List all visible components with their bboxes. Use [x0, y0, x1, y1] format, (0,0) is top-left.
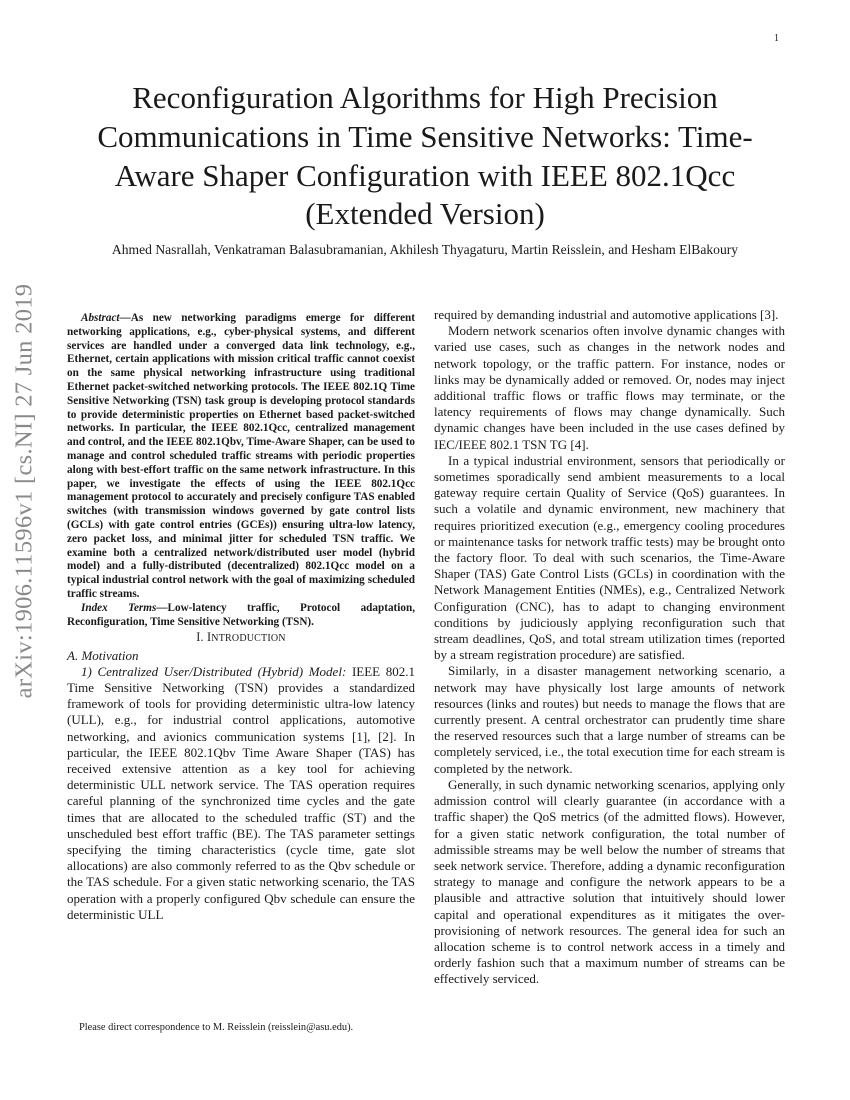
page-number: 1 — [774, 33, 779, 44]
section-heading — [67, 629, 415, 647]
section-title-initial: I — [207, 630, 212, 645]
index-terms-text: —Low-latency traffic, Protocol adaptation, Reconfiguration, Time Sensitive Networking (TSN). — [67, 601, 415, 628]
section-number: I. — [196, 630, 204, 645]
body-paragraph: Generally, in such dynamic networking scenarios, applying only admission control will clearly guarantee (in accordance with a traffic shaper) the QoS metrics (of the admitted flows). However, for a given static network configuration, the total number of admissible streams may be well below the number of streams that seek network service. Therefore, adding a dynamic reconfiguration strategy to manage and configure the network appears to be a plausible and attractive solution that intuitively should lower capital and operational expenditures as it mitigates the over-provisioning of network resources. The general idea for such an allocation scheme is to control network access in a timely and orderly fashion such that a maximum number of streams can be effectively serviced. — [434, 776, 785, 987]
arxiv-identifier-text: arXiv:1906.11596v1 [cs.NI] 27 Jun 2019 — [10, 283, 38, 699]
index-terms — [67, 602, 415, 630]
body-paragraph: Similarly, in a disaster management networking scenario, a network may have physically lost large amounts of network resources (links and routes) but needs to manage the flows that are currently present. A central orchestrator can prudently time share the reserved resources such that a large number of streams can be completely serviced, i.e., the total execution time for each stream is completed by the network. — [434, 663, 785, 776]
paper-title: Reconfiguration Algorithms for High Precision Communications in Time Sensitive Networks: Time-Aware Shaper Configuration with IEEE 802.1Qcc (Extended Version) — [97, 80, 753, 232]
body-paragraph — [67, 664, 415, 923]
body-paragraph: required by demanding industrial and automotive applications [3]. — [434, 307, 779, 322]
paragraph-lead: 1) Centralized User/Distributed (Hybrid) Model: — [81, 663, 347, 679]
correspondence-footnote: Please direct correspondence to M. Reisslein (reisslein@asu.edu). — [79, 1022, 354, 1033]
author-list: Ahmed Nasrallah, Venkatraman Balasubramanian, Akhilesh Thyagaturu, Martin Reisslein, and Hesham ElBakoury — [111, 242, 739, 257]
abstract — [67, 312, 415, 602]
paragraph-text: IEEE 802.1 Time Sensitive Networking (TSN) provides a standardized framework of tools for providing deterministic ultra-low latency (ULL), e.g., for industrial control applications, automotive networking, and avionics communication systems [1], [2]. In particular, the IEEE 802.1Qbv Time Aware Shaper (TAS) has received extensive attention as a key tool for achieving deterministic ULL network service. The TAS operation requires careful planning of the synchronized time cycles and the gate times that are allocated to the scheduled traffic (ST) and the unscheduled best effort traffic (BE). The TAS parameter settings specifying the timing characteristics (cycle time, gate slot allocations) are also commonly referred to as the Qbv schedule or the TAS schedule. For a given static networking scenario, the TAS operation with a properly configured Qbv schedule can ensure the deterministic ULL — [67, 663, 416, 922]
section-title-rest: NTRODUCTION — [211, 633, 286, 645]
abstract-label: Abstract — [81, 312, 120, 324]
left-column — [67, 312, 415, 923]
subsection-heading: A. Motivation — [67, 647, 139, 663]
right-column — [434, 307, 785, 988]
abstract-text: —As new networking paradigms emerge for different networking applications, e.g., cyber-physical systems, and different services are handled under a converged data link technology, e.g., Ethernet, certain applications with mission critical traffic cannot coexist on the same physical networking infrastructure using traditional Ethernet packet-switched networking protocols. The IEEE 802.1Q Time Sensitive Networking (TSN) task group is developing protocol standards to provide deterministic properties on Ethernet based packet-switched networks. In particular, the IEEE 802.1Qcc, centralized management and control, and the IEEE 802.1Qbv, Time-Aware Shaper, can be used to manage and control scheduled traffic streams with periodic properties along with best-effort traffic on the same network infrastructure. In this paper, we investigate the effects of using the IEEE 802.1Qcc management protocol to accurately and precisely configure TAS enabled switches (with transmission windows governed by gate control lists (GCLs) with gate control entries (GCEs)) ensuring ultra-low latency, zero packet loss, and minimal jitter for scheduled TSN traffic. We examine both a centralized network/distributed user model (hybrid model) and a fully-distributed (decentralized) 802.1Qcc model on a typical industrial control network with the goal of maximizing scheduled traffic streams. — [67, 312, 415, 600]
body-paragraph: In a typical industrial environment, sensors that periodically or sometimes sporadically send ambient measurements to a local gateway require certain Quality of Service (QoS) guarantees. In such a volatile and dynamic environment, new machinery that requires prioritized execution (e.g., emergency cooling procedures or maintenance tasks for network traffic tests) may be brought onto the factory floor. To deal with such scenarios, the Time-Aware Shaper (TAS) Gate Control Lists (GCLs) in coordination with the Network Management Entities (NMEs), e.g., Centralized Network Configuration (CNC), has to adapt to changing environment conditions by judiciously applying reconfiguration such that stream deadlines, QoS, and total stream utilization times (reported by a stream registration procedure) are satisfied. — [434, 452, 785, 663]
body-paragraph: Modern network scenarios often involve dynamic changes with varied use cases, such as changes in the network nodes and network topology, or the traffic pattern. For instance, nodes or links may be dynamically added or removed. Or, nodes may inject additional traffic flows or traffic flows may terminate, or the latency requirements of flows may change dynamically. Such dynamic changes have been included in the use cases defined by IEC/IEEE 802.1 TSN TG [4]. — [434, 323, 785, 452]
arxiv-identifier-stamp — [2, 283, 46, 699]
index-terms-label: Index Terms — [81, 601, 157, 614]
